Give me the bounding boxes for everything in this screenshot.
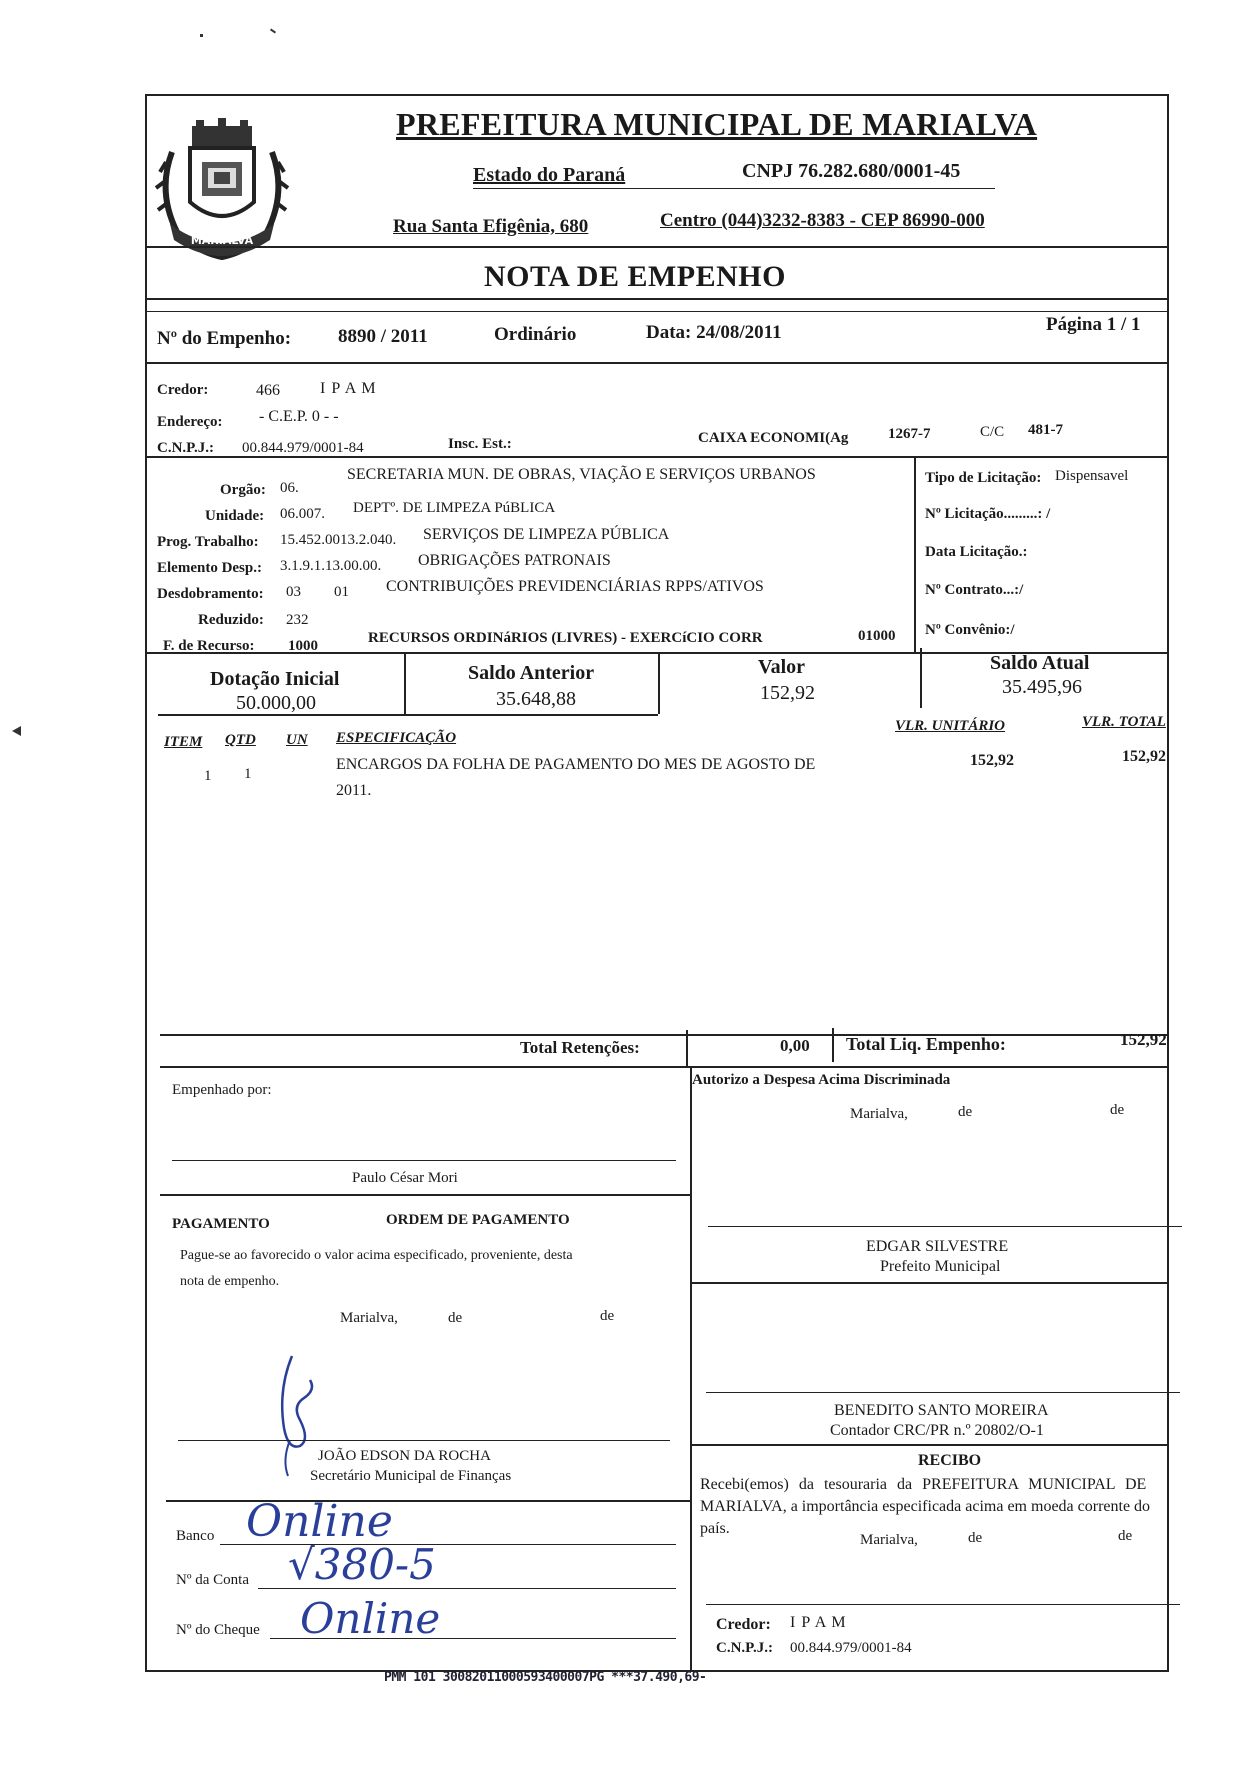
conta-label: Nº da Conta — [176, 1572, 249, 1588]
recibo-cnpj-label: C.N.P.J.: — [716, 1640, 773, 1656]
prog-trabalho-desc: SERVIÇOS DE LIMPEZA PÚBLICA — [423, 526, 670, 543]
pagamento-de-2: de — [600, 1308, 615, 1324]
item-number: 1 — [204, 768, 212, 784]
secretario-nome: JOÃO EDSON DA ROCHA — [318, 1448, 491, 1464]
credor-cnpj: 00.844.979/0001-84 — [242, 440, 364, 456]
saldo-anterior-value: 35.648,88 — [496, 688, 576, 710]
saldo-atual-value: 35.495,96 — [1002, 676, 1082, 698]
prog-trabalho-label: Prog. Trabalho: — [157, 534, 259, 550]
reduzido-label: Reduzido: — [198, 612, 264, 628]
contact-label: Centro (044)3232-8383 - CEP 86990-000 — [660, 210, 985, 231]
autorizo-local: Marialva, — [850, 1106, 908, 1122]
licitacao-data: Data Licitação.: — [925, 544, 1028, 560]
licitacao-numero: Nº Licitação.........: / — [925, 506, 1051, 522]
state-underline — [473, 188, 995, 189]
dotacao-inicial-label: Dotação Inicial — [210, 668, 340, 690]
secretario-signature-line — [178, 1440, 670, 1441]
recibo-texto-3: país. — [700, 1520, 730, 1537]
saldo-atual-label: Saldo Atual — [990, 652, 1090, 674]
endereco-value: - C.E.P. 0 - - — [259, 408, 339, 425]
elemento-code: 3.1.9.1.13.00.00. — [280, 558, 382, 574]
divider-title-2 — [146, 311, 1168, 312]
prefeito-cargo: Prefeito Municipal — [880, 1258, 1001, 1275]
bank-name: CAIXA ECONOMI(Ag — [698, 430, 849, 446]
total-liquido-value: 152,92 — [1120, 1030, 1167, 1049]
reduzido-value: 232 — [286, 612, 309, 628]
divider-title — [146, 298, 1168, 300]
recurso-code: 1000 — [288, 638, 318, 654]
empenhado-por-nome: Paulo César Mori — [352, 1170, 458, 1186]
convenio-number: Nº Convênio:/ — [925, 622, 1015, 638]
unidade-code: 06.007. — [280, 506, 325, 522]
account-label: C/C — [980, 424, 1005, 440]
conta-handwritten: √380-5 — [288, 1540, 436, 1589]
unidade-desc: DEPTº. DE LIMPEZA PúBLICA — [353, 500, 556, 516]
item-vlr-unitario: 152,92 — [970, 752, 1014, 769]
page-title: PREFEITURA MUNICIPAL DE MARIALVA — [396, 106, 1038, 142]
column-header-especificacao: ESPECIFICAÇÃO — [336, 730, 457, 746]
item-description-line-1: ENCARGOS DA FOLHA DE PAGAMENTO DO MES DE AGOSTO DE — [336, 756, 816, 773]
column-header-qtd: QTD — [225, 732, 256, 748]
prefeito-nome: EDGAR SILVESTRE — [866, 1238, 1009, 1255]
elemento-desc: OBRIGAÇÕES PATRONAIS — [418, 552, 611, 569]
unidade-label: Unidade: — [205, 508, 265, 524]
orgao-code: 06. — [280, 480, 299, 496]
item-description-line-2: 2011. — [336, 782, 372, 799]
page-number: Página 1 / 1 — [1046, 314, 1141, 335]
desdobramento-code-1: 03 — [286, 584, 301, 600]
bank-authentication-stamp: PMM 101 30082011000593400007PG ***37.490,69- — [384, 1670, 707, 1685]
autorizo-de-2: de — [1110, 1102, 1125, 1118]
desdobramento-label: Desdobramento: — [157, 586, 264, 602]
empenho-number-label: Nº do Empenho: — [157, 328, 292, 349]
banco-label: Banco — [176, 1528, 215, 1544]
divider-totals-bottom — [160, 1066, 1168, 1068]
item-vlr-total: 152,92 — [1122, 748, 1166, 765]
desdobramento-desc: CONTRIBUIÇÕES PREVIDENCIÁRIAS RPPS/ATIVOS — [386, 578, 764, 595]
column-header-vlr-total: VLR. TOTAL — [1082, 714, 1166, 730]
recibo-de-2: de — [1118, 1528, 1133, 1544]
insc-est-label: Insc. Est.: — [448, 436, 512, 452]
desdobramento-code-2: 01 — [334, 584, 349, 600]
total-retencoes-label: Total Retenções: — [520, 1038, 640, 1057]
cheque-label: Nº do Cheque — [176, 1622, 260, 1638]
saldo-anterior-label: Saldo Anterior — [468, 662, 595, 684]
dotacao-inicial-value: 50.000,00 — [236, 692, 316, 714]
column-header-vlr-unitario: VLR. UNITÁRIO — [895, 718, 1006, 734]
stray-mark — [270, 28, 276, 33]
pagamento-label: PAGAMENTO — [172, 1216, 270, 1232]
orgao-label: Orgão: — [220, 482, 266, 498]
contador-nome: BENEDITO SANTO MOREIRA — [834, 1402, 1049, 1419]
credor-label: Credor: — [157, 382, 209, 398]
prefeito-signature-line — [708, 1226, 1182, 1227]
valor-value: 152,92 — [760, 682, 815, 704]
empenho-number: 8890 / 2011 — [338, 326, 428, 347]
recibo-signature-line — [706, 1604, 1180, 1605]
pagamento-de-1: de — [448, 1310, 463, 1326]
recibo-credor-label: Credor: — [716, 1616, 771, 1633]
divider-totals-top — [160, 1034, 1168, 1036]
licitacao-tipo-label: Tipo de Licitação: — [925, 470, 1042, 486]
divider-saldo-1 — [404, 654, 406, 714]
cheque-handwritten: Online — [300, 1594, 441, 1643]
bank-agency: 1267-7 — [888, 426, 931, 442]
document-title: NOTA DE EMPENHO — [484, 260, 786, 293]
elemento-label: Elemento Desp.: — [157, 560, 262, 576]
column-header-un: UN — [286, 732, 308, 748]
valor-label: Valor — [758, 656, 806, 678]
municipal-crest — [152, 112, 292, 262]
recibo-de-1: de — [968, 1530, 983, 1546]
recibo-cnpj: 00.844.979/0001-84 — [790, 1640, 912, 1656]
divider-credor — [146, 456, 1168, 458]
endereco-label: Endereço: — [157, 414, 223, 430]
recurso-desc: RECURSOS ORDINáRIOS (LIVRES) - EXERCíCIO CORR — [368, 630, 763, 646]
empenhado-signature-line — [172, 1160, 676, 1161]
secretario-cargo: Secretário Municipal de Finanças — [310, 1468, 512, 1484]
recibo-texto-1: Recebi(emos) da tesouraria da PREFEITURA MUNICIPAL DE — [700, 1476, 1147, 1493]
punch-mark — [12, 726, 21, 736]
credor-cnpj-label: C.N.P.J.: — [157, 440, 214, 456]
autorizo-de-1: de — [958, 1104, 973, 1120]
empenhado-por-label: Empenhado por: — [172, 1082, 272, 1098]
divider-contador — [690, 1444, 1168, 1446]
state-label: Estado do Paraná — [473, 164, 626, 186]
banco-handwritten: Online — [246, 1496, 393, 1547]
orgao-desc: SECRETARIA MUN. DE OBRAS, VIAÇÃO E SERVIÇOS URBANOS — [347, 466, 816, 483]
pagamento-texto-2: nota de empenho. — [180, 1274, 280, 1289]
total-retencoes-value: 0,00 — [780, 1036, 810, 1055]
recibo-title: RECIBO — [918, 1452, 982, 1469]
ordem-pagamento-label: ORDEM DE PAGAMENTO — [386, 1212, 570, 1228]
divider-totals-1 — [686, 1030, 688, 1066]
column-header-item: ITEM — [164, 734, 203, 750]
recurso-label: F. de Recurso: — [163, 638, 255, 654]
divider-saldo-3 — [920, 648, 922, 708]
divider-saldo-left — [158, 714, 658, 716]
recurso-number: 01000 — [858, 628, 896, 644]
stray-mark — [200, 34, 203, 37]
item-qtd: 1 — [244, 766, 252, 782]
pagamento-texto-1: Pague-se ao favorecido o valor acima especificado, proveniente, desta — [180, 1248, 573, 1263]
prog-trabalho-code: 15.452.0013.2.040. — [280, 532, 397, 548]
divider-empenho — [146, 362, 1168, 364]
recibo-texto-2: MARIALVA, a importância especificada acima em moeda corrente do — [700, 1498, 1151, 1515]
divider-signatures — [690, 1066, 692, 1670]
licitacao-tipo: Dispensavel — [1055, 468, 1129, 484]
contador-signature-line — [706, 1392, 1180, 1393]
divider-header — [146, 246, 1168, 248]
recibo-credor: I P A M — [790, 1614, 847, 1631]
total-liquido-label: Total Liq. Empenho: — [846, 1034, 1006, 1054]
divider-banco — [166, 1500, 690, 1502]
contador-cargo: Contador CRC/PR n.º 20802/O-1 — [830, 1422, 1044, 1439]
recibo-local: Marialva, — [860, 1532, 918, 1548]
credor-name: I P A M — [320, 380, 377, 397]
cnpj-label: CNPJ 76.282.680/0001-45 — [742, 160, 961, 182]
divider-saldo-2 — [658, 654, 660, 714]
svg-text:MARIALVA: MARIALVA — [190, 234, 254, 247]
pagamento-local: Marialva, — [340, 1310, 398, 1326]
address-label: Rua Santa Efigênia, 680 — [393, 216, 589, 237]
divider-dotacao-vertical — [914, 456, 916, 652]
empenho-date: Data: 24/08/2011 — [646, 322, 782, 343]
divider-prefeito — [690, 1282, 1168, 1284]
autorizo-label: Autorizo a Despesa Acima Discriminada — [692, 1072, 951, 1088]
empenho-type: Ordinário — [494, 324, 577, 345]
account-number: 481-7 — [1028, 422, 1063, 438]
divider-empenhado — [160, 1194, 690, 1196]
contrato-number: Nº Contrato...:/ — [925, 582, 1024, 598]
credor-code: 466 — [256, 382, 280, 399]
divider-totals-2 — [832, 1028, 834, 1062]
